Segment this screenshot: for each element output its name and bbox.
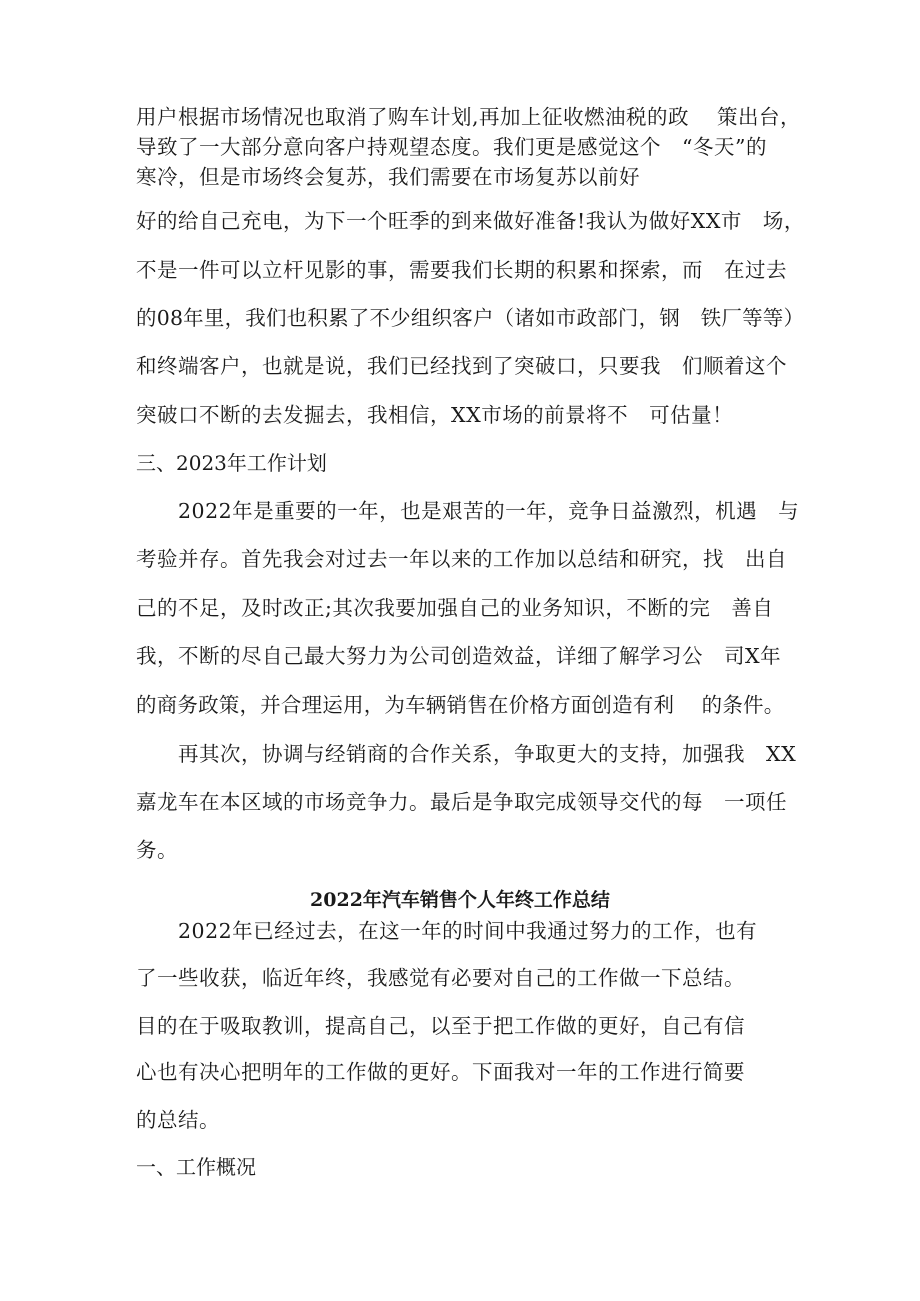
- paragraph-line: 心也有决心把明年的工作做的更好。下面我对一年的工作进行简要: [136, 1060, 745, 1084]
- paragraph-line: 2022年是重要的一年，也是艰苦的一年，竞争日益激烈，机遇 与: [136, 499, 800, 523]
- paragraph-line: 突破口不断的去发掘去，我相信，XX市场的前景将不 可估量！: [136, 403, 734, 427]
- paragraph-line: 我，不断的尽自己最大努力为公司创造效益，详细了解学习公 司X年: [136, 644, 782, 668]
- paragraph-line: 考验并存。首先我会对过去一年以来的工作加以总结和研究，找 出自: [136, 547, 787, 571]
- paragraph-line: 的商务政策，并合理运用，为车辆销售在价格方面创造有利 的条件。: [136, 693, 785, 717]
- paragraph-line: 务。: [136, 838, 178, 862]
- paragraph-line: 再其次，协调与经销商的合作关系，争取更大的支持，加强我 XX: [136, 742, 797, 766]
- paragraph-line: 不是一件可以立杆见影的事，需要我们长期的积累和探索，而 在过去: [136, 258, 787, 282]
- paragraph-line: 嘉龙车在本区域的市场竞争力。最后是争取完成领导交代的每 一项任: [136, 790, 787, 814]
- paragraph-line: 的总结。: [136, 1108, 220, 1132]
- paragraph-line: 2022年已经过去，在这一年的时间中我通过努力的工作，也有: [136, 919, 758, 943]
- paragraph-line: 和终端客户，也就是说，我们已经找到了突破口，只要我 们顺着这个: [136, 354, 787, 378]
- document-title: 2022年汽车销售个人年终工作总结: [310, 889, 610, 911]
- section-heading: 一、工作概况: [136, 1155, 256, 1179]
- paragraph-line: 好的给自己充电，为下一个旺季的到来做好准备!我认为做好XX市 场，: [136, 209, 805, 233]
- paragraph-line: 目的在于吸取教训，提高自己，以至于把工作做的更好，自己有信: [136, 1014, 745, 1038]
- paragraph-line: 寒冷，但是市场终会复苏，我们需要在市场复苏以前好: [136, 165, 640, 189]
- paragraph-line: 用户根据市场情况也取消了购车计划,再加上征收燃油税的政 策出台，: [136, 105, 802, 129]
- paragraph-line: 导致了一大部分意向客户持观望态度。我们更是感觉这个 “冬天”的: [136, 135, 767, 159]
- paragraph-line: 了一些收获，临近年终，我感觉有必要对自己的工作做一下总结。: [136, 966, 745, 990]
- paragraph-line: 的08年里，我们也积累了不少组织客户（诸如市政部门，钢 铁厂等等）: [136, 306, 805, 330]
- paragraph-line: 己的不足，及时改正;其次我要加强自己的业务知识，不断的完 善自: [136, 596, 774, 620]
- section-heading: 三、2023年工作计划: [136, 451, 327, 475]
